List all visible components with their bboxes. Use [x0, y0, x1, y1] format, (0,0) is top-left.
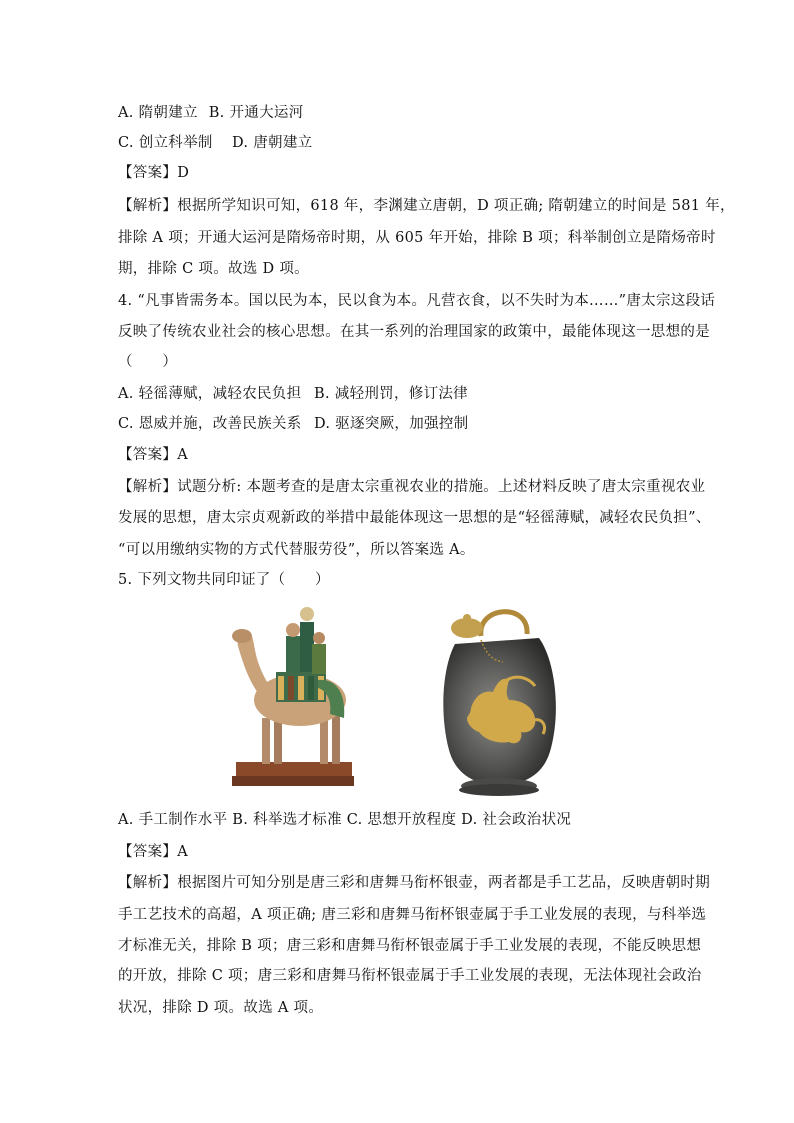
- q5-answer: 【答案】A: [118, 844, 188, 860]
- q5-stem: 5. 下列文物共同印证了（ ）: [118, 572, 330, 588]
- q4-option-a: A. 轻徭薄赋，减轻农民负担: [118, 386, 302, 402]
- q4-explanation-line: 发展的思想，唐太宗贞观新政的举措中最能体现这一思想的是“轻徭薄赋，减轻农民负担”、: [118, 510, 711, 526]
- q5-explanation-line: 才标准无关，排除 B 项；唐三彩和唐舞马衔杯银壶属于手工业发展的表现，不能反映思想: [118, 938, 702, 954]
- silver-pot-drawing: [437, 600, 562, 800]
- q4-stem-line: 反映了传统农业社会的核心思想。在其一系列的治理国家的政策中，最能体现这一思想的是: [118, 324, 710, 340]
- q4-option-d: D. 驱逐突厥，加强控制: [314, 416, 469, 432]
- q5-explanation-line: 状况，排除 D 项。故选 A 项。: [118, 1000, 324, 1016]
- q5-options: A. 手工制作水平 B. 科举选才标准 C. 思想开放程度 D. 社会政治状况: [118, 812, 572, 828]
- q4-option-c: C. 恩威并施，改善民族关系: [118, 416, 302, 432]
- q3-explanation-line: 排除 A 项；开通大运河是隋炀帝时期，从 605 年开始，排除 B 项；科举制创立是隋炀帝时: [118, 230, 716, 246]
- silver-pot-image: [437, 600, 562, 800]
- q3-option-d: D. 唐朝建立: [232, 135, 313, 151]
- q3-option-c: C. 创立科举制: [118, 135, 213, 151]
- q4-stem-line: （ ）: [118, 354, 178, 370]
- q5-explanation-line: 【解析】根据图片可知分别是唐三彩和唐舞马衔杯银壶，两者都是手工艺品，反映唐朝时期: [118, 875, 710, 891]
- q4-options-row-1: [118, 384, 688, 404]
- q3-explanation-line: 【解析】根据所学知识可知，618 年，李渊建立唐朝，D 项正确; 隋朝建立的时间是 581 年，: [118, 198, 735, 214]
- camel-figurine-drawing: [228, 600, 358, 800]
- q4-stem-line: 4. “凡事皆需务本。国以民为本，民以食为本。凡营衣食，以不失时为本……”唐太宗这段话: [118, 293, 716, 309]
- camel-figurine-image: [228, 600, 358, 800]
- q4-explanation-line: 【解析】试题分析: 本题考查的是唐太宗重视农业的措施。上述材料反映了唐太宗重视农业: [118, 479, 706, 495]
- q4-options-row-2: [118, 414, 688, 434]
- q3-explanation-line: 期，排除 C 项。故选 D 项。: [118, 261, 309, 277]
- q3-options-row-1: [118, 103, 688, 123]
- q5-explanation-line: 手工艺技术的高超，A 项正确; 唐三彩和唐舞马衔杯银壶属于手工业发展的表现，与科举选: [118, 907, 707, 923]
- q3-option-b: B. 开通大运河: [208, 105, 304, 121]
- q3-options-row-2: [118, 133, 688, 153]
- q3-answer: 【答案】D: [118, 165, 190, 181]
- q4-option-b: B. 减轻刑罚，修订法律: [314, 386, 468, 402]
- q3-option-a: A. 隋朝建立: [118, 105, 198, 121]
- q5-explanation-line: 的开放，排除 C 项；唐三彩和唐舞马衔杯银壶属于手工业发展的表现，无法体现社会政治: [118, 968, 702, 984]
- q4-explanation-line: “可以用缴纳实物的方式代替服劳役”，所以答案选 A。: [118, 542, 475, 558]
- q4-answer: 【答案】A: [118, 447, 188, 463]
